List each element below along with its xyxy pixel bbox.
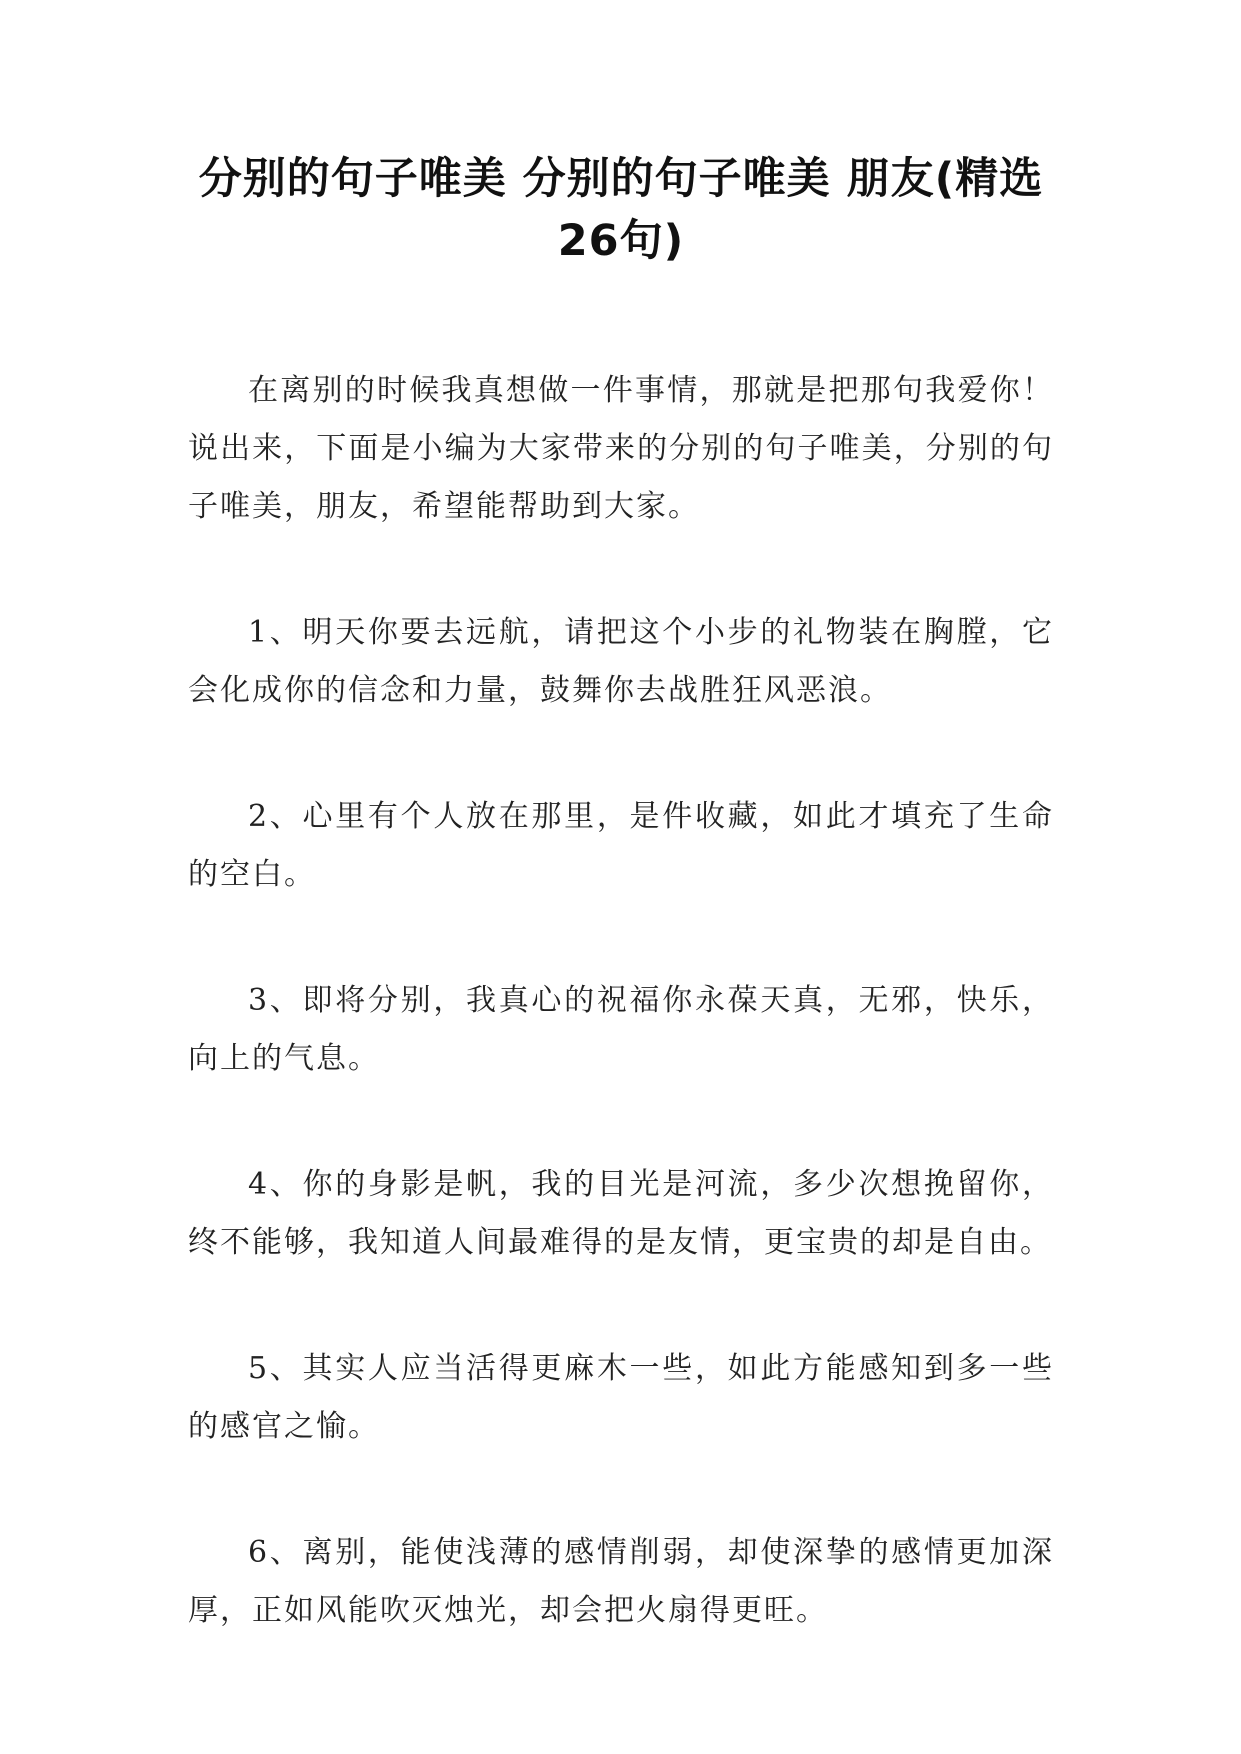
sentence-item-6: 6、离别，能使浅薄的感情削弱，却使深挚的感情更加深厚，正如风能吹灭烛光，却会把火扇得更旺。 bbox=[188, 1535, 1054, 1628]
sentence-item-3: 3、即将分别，我真心的祝福你永葆天真，无邪，快乐，向上的气息。 bbox=[188, 983, 1054, 1076]
document-title: 分别的句子唯美 分别的句子唯美 朋友(精选26句) bbox=[198, 154, 1044, 266]
sentence-item-1: 1、明天你要去远航，请把这个小步的礼物装在胸膛，它会化成你的信念和力量，鼓舞你去战胜狂风恶浪。 bbox=[188, 615, 1054, 708]
sentence-item-2: 2、心里有个人放在那里，是件收藏，如此才填充了生命的空白。 bbox=[188, 799, 1054, 892]
document-page bbox=[188, 148, 1054, 1708]
sentence-item-4: 4、你的身影是帆，我的目光是河流，多少次想挽留你，终不能够，我知道人间最难得的是友情，更宝贵的却是自由。 bbox=[188, 1167, 1054, 1260]
document-body bbox=[188, 362, 1054, 1640]
intro-paragraph: 在离别的时候我真想做一件事情，那就是把那句我爱你！说出来，下面是小编为大家带来的分别的句子唯美，分别的句子唯美，朋友，希望能帮助到大家。 bbox=[188, 373, 1054, 524]
sentence-item-5: 5、其实人应当活得更麻木一些，如此方能感知到多一些的感官之愉。 bbox=[188, 1351, 1054, 1444]
